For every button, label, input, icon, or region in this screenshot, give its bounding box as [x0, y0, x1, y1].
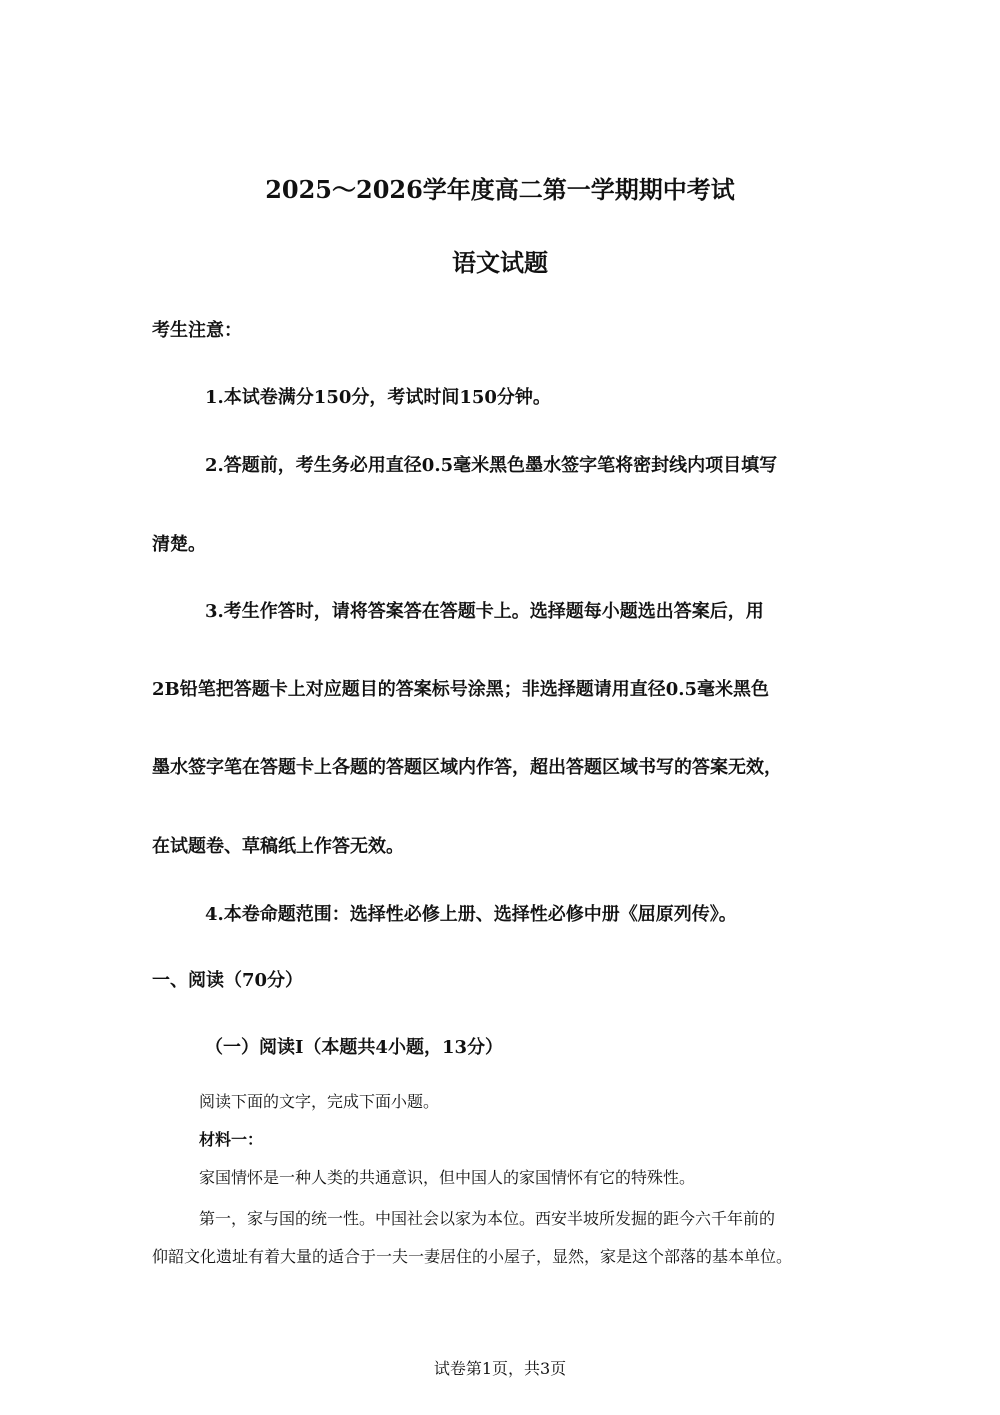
notice-item-1: 1.本试卷满分150分，考试时间150分钟。 — [205, 387, 551, 408]
notice-item-3-line-4: 在试题卷、草稿纸上作答无效。 — [152, 836, 404, 857]
subsection-heading: （一）阅读Ⅰ（本题共4小题，13分） — [205, 1037, 503, 1058]
material-label: 材料一： — [199, 1130, 264, 1149]
notice-item-3-line-1: 3.考生作答时，请将答案答在答题卡上。选择题每小题选出答案后，用 — [205, 601, 764, 622]
material-paragraph-2-line-2: 仰韶文化遗址有着大量的适合于一夫一妻居住的小屋子，显然，家是这个部落的基本单位。 — [152, 1247, 793, 1266]
reading-instruction: 阅读下面的文字，完成下面小题。 — [199, 1092, 440, 1111]
notice-item-2-line-1: 2.答题前，考生务必用直径0.5毫米黑色墨水签字笔将密封线内项目填写 — [205, 455, 778, 476]
section-heading: 一、阅读（70分） — [152, 970, 304, 991]
exam-subtitle: 语文试题 — [452, 248, 548, 277]
material-paragraph-2-line-1: 第一，家与国的统一性。中国社会以家为本位。西安半坡所发掘的距今六千年前的 — [199, 1209, 776, 1228]
notice-item-3-line-2: 2B铅笔把答题卡上对应题目的答案标号涂黑；非选择题请用直径0.5毫米黑色 — [152, 679, 770, 700]
material-paragraph-1: 家国情怀是一种人类的共通意识，但中国人的家国情怀有它的特殊性。 — [199, 1168, 696, 1187]
page-footer: 试卷第1页，共3页 — [433, 1359, 567, 1378]
notice-item-2-line-2: 清楚。 — [152, 534, 206, 555]
notice-heading: 考生注意： — [152, 320, 242, 341]
notice-item-4: 4.本卷命题范围：选择性必修上册、选择性必修中册《屈原列传》。 — [205, 904, 737, 925]
notice-item-3-line-3: 墨水签字笔在答题卡上各题的答题区域内作答，超出答题区域书写的答案无效， — [152, 757, 782, 778]
exam-title: 2025～2026学年度高二第一学期期中考试 — [265, 175, 735, 204]
